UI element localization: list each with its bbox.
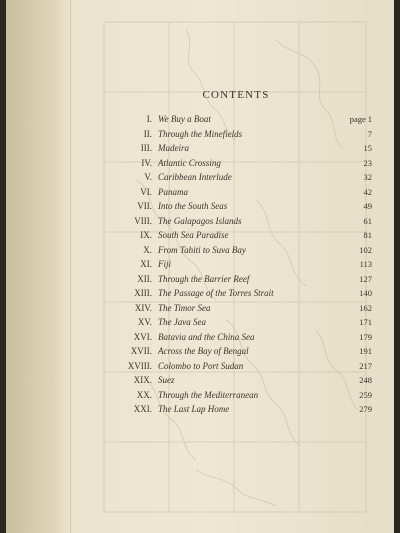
- page-number-value: 191: [359, 346, 372, 356]
- chapter-number: IV.: [141, 157, 152, 168]
- toc-entry: [114, 257, 372, 272]
- chapter-number: XV.: [137, 317, 152, 327]
- page-number-value: 102: [359, 244, 372, 255]
- chapter-title: The Timor Sea: [158, 302, 211, 313]
- chapter-title: Panama: [158, 186, 188, 197]
- chapter-title: The Java Sea: [158, 317, 206, 327]
- page-word-label: page: [349, 114, 366, 124]
- page-number-value: 217: [359, 360, 372, 371]
- chapter-page-number: [359, 388, 372, 403]
- chapter-page-number: [364, 185, 373, 200]
- toc-entry: [114, 330, 372, 345]
- chapter-page-number: [364, 141, 373, 156]
- chapter-title: Batavia and the China Sea: [158, 331, 255, 342]
- chapter-title: The Passage of the Torres Strait: [158, 288, 274, 298]
- gutter-fold: [70, 0, 71, 533]
- chapter-number: VII.: [137, 201, 152, 211]
- chapter-title: We Buy a Boat: [158, 114, 211, 124]
- chapter-page-number: [364, 228, 373, 243]
- chapter-number: XVI.: [133, 331, 152, 342]
- chapter-number: XVII.: [130, 346, 152, 356]
- toc-entry: [114, 214, 372, 229]
- chapter-title: Through the Mediterranean: [158, 389, 259, 400]
- chapter-number: V.: [144, 172, 152, 182]
- chapter-title: South Sea Paradise: [158, 230, 229, 240]
- toc-entry: [114, 228, 372, 243]
- chapter-page-number: [359, 359, 372, 374]
- page-number-value: 127: [359, 273, 372, 284]
- chapter-number: XIX.: [133, 375, 152, 385]
- chapter-page-number: [359, 286, 372, 301]
- toc-entry: [114, 402, 372, 417]
- page-number-value: 279: [359, 404, 372, 414]
- chapter-page-number: [350, 112, 372, 127]
- page-number-value: 81: [363, 230, 372, 240]
- toc-entry: [114, 359, 372, 374]
- page-number-value: 49: [363, 201, 372, 211]
- page-number-value: 32: [363, 172, 372, 182]
- chapter-page-number: [359, 243, 372, 258]
- toc-entry: [114, 199, 372, 214]
- table-of-contents: [114, 112, 372, 417]
- toc-entry: [114, 388, 372, 403]
- page-number-value: 1: [367, 114, 372, 124]
- chapter-page-number: [359, 272, 372, 287]
- book-page: [6, 0, 394, 533]
- chapter-page-number: [364, 214, 373, 229]
- page-number-value: 42: [363, 186, 372, 197]
- chapter-title: The Last Lap Home: [158, 404, 230, 414]
- chapter-page-number: [359, 330, 372, 345]
- chapter-number: XX.: [136, 389, 152, 400]
- chapter-title: Fiji: [158, 259, 171, 269]
- page-number-value: 171: [359, 317, 372, 327]
- toc-entry: [114, 301, 372, 316]
- chapter-title: Through the Barrier Reef: [158, 273, 250, 284]
- page-number-value: 259: [359, 389, 372, 400]
- page-gutter: [6, 0, 70, 533]
- chapter-number: XI.: [140, 259, 152, 269]
- page-number-value: 113: [359, 259, 372, 269]
- chapter-title: Caribbean Interlude: [158, 172, 232, 182]
- chapter-page-number: [364, 199, 373, 214]
- chapter-title: Across the Bay of Bengal: [158, 346, 249, 356]
- contents-heading: CONTENTS: [202, 89, 270, 101]
- chapter-page-number: [360, 257, 372, 272]
- chapter-number: I.: [146, 114, 152, 124]
- toc-entry: [114, 112, 372, 127]
- chapter-title: From Tahiti to Suva Bay: [158, 244, 246, 255]
- chapter-page-number: [359, 344, 372, 359]
- toc-entry: [114, 141, 372, 156]
- chapter-page-number: [359, 301, 372, 316]
- page-number-value: 248: [359, 375, 372, 385]
- chapter-title: Into the South Seas: [158, 201, 228, 211]
- toc-entry: [114, 373, 372, 388]
- chapter-title: Atlantic Crossing: [158, 157, 221, 168]
- chapter-title: Madeira: [158, 143, 189, 153]
- toc-entry: [114, 170, 372, 185]
- page-number-value: 140: [359, 288, 372, 298]
- chapter-number: XVIII.: [127, 360, 152, 371]
- chapter-page-number: [364, 170, 373, 185]
- chapter-number: XIV.: [134, 302, 152, 313]
- page-number-value: 162: [359, 302, 372, 313]
- chapter-number: XXI.: [133, 404, 152, 414]
- page-number-value: 15: [363, 143, 372, 153]
- page-number-value: 61: [363, 215, 372, 226]
- toc-entry: [114, 272, 372, 287]
- page-number-value: 179: [359, 331, 372, 342]
- chapter-number: VIII.: [134, 215, 152, 226]
- toc-entry: [114, 286, 372, 301]
- chapter-title: The Galapagos Islands: [158, 215, 242, 226]
- page-number-value: 7: [367, 128, 372, 139]
- page-number-value: 23: [363, 157, 372, 168]
- chapter-number: VI.: [140, 186, 152, 197]
- chapter-number: X.: [143, 244, 152, 255]
- chapter-page-number: [359, 373, 372, 388]
- chapter-page-number: [359, 315, 372, 330]
- toc-entry: [114, 185, 372, 200]
- toc-entry: [114, 315, 372, 330]
- chapter-title: Suez: [158, 375, 175, 385]
- chapter-title: Colombo to Port Sudan: [158, 360, 244, 371]
- chapter-page-number: [359, 402, 372, 417]
- chapter-number: IX.: [140, 230, 152, 240]
- chapter-number: II.: [143, 128, 152, 139]
- toc-entry: [114, 156, 372, 171]
- chapter-title: Through the Minefields: [158, 128, 243, 139]
- chapter-number: III.: [140, 143, 152, 153]
- chapter-page-number: [364, 156, 373, 171]
- chapter-number: XII.: [137, 273, 152, 284]
- toc-entry: [114, 127, 372, 142]
- toc-entry: [114, 344, 372, 359]
- toc-entry: [114, 243, 372, 258]
- chapter-page-number: [368, 127, 372, 142]
- chapter-number: XIII.: [134, 288, 152, 298]
